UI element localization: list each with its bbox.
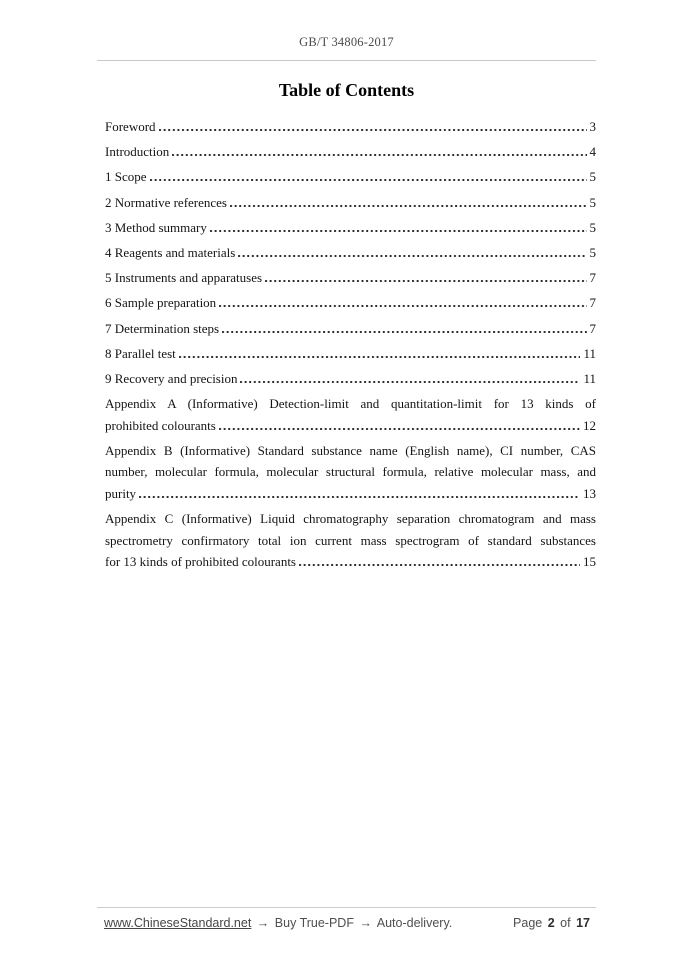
of-label: of [560,916,571,930]
dot-leader [139,496,580,498]
toc-entry-last-line [105,318,596,340]
toc-entry-text: 4 Reagents and materials [105,244,236,260]
toc-entry-text: purity [105,486,137,502]
total-pages-number: 17 [576,916,590,930]
toc-page-number: 5 [589,219,596,235]
footer-website-link[interactable]: www.ChineseStandard.net [104,916,252,930]
footer-delivery-label: Auto-delivery. [376,916,453,930]
toc-entry-text: Foreword [105,119,156,134]
toc-entry[interactable] [105,508,596,573]
toc-entry-last-line [105,166,596,188]
toc-entry[interactable] [105,217,596,239]
toc-entry-text: Appendix B (Informative) Standard substance name (English name), CI number, CAS [105,442,596,458]
toc-entry-text: 6 Sample preparation [105,295,217,311]
toc-entry-last-line [105,192,596,214]
header-divider [97,60,596,61]
toc-page-number: 3 [589,119,596,134]
toc-page-number: 5 [589,244,596,260]
toc-entry-text: Appendix C (Informative) Liquid chromatography separation chromatogram and mass [105,511,596,527]
dot-leader [240,381,580,383]
toc-entry-last-line [105,242,596,264]
toc-entry[interactable] [105,368,596,390]
page-title: Table of Contents [278,80,415,100]
toc-entry[interactable] [105,141,596,163]
toc-entry-text: 8 Parallel test [105,345,176,361]
current-page-number: 2 [547,916,555,930]
toc-entry-text: 9 Recovery and precision [105,370,238,386]
toc-page-number: 13 [583,486,596,502]
footer-left [104,916,454,930]
toc-entry[interactable] [105,166,596,188]
toc-entry[interactable] [105,393,596,436]
toc-entry-text: for 13 kinds of prohibited colourants [105,554,296,570]
toc-entry[interactable] [105,343,596,365]
toc-entry-text: 2 Normative references [105,194,227,210]
toc-entry-last-line [105,551,596,573]
footer-page-indicator [511,916,590,930]
toc-page-number: 11 [583,345,596,361]
document-number-header: GB/T 34806-2017 [299,35,394,49]
page-label: Page [513,916,543,930]
toc-page-number: 4 [589,144,596,160]
dot-leader [150,179,587,181]
dot-leader [159,129,587,131]
toc-entry[interactable] [105,242,596,264]
toc-entry-text: Appendix A (Informative) Detection-limit and quantitation-limit for 13 kinds of [105,396,596,412]
toc-entry-text: prohibited colourants [105,417,216,433]
dot-leader [238,255,586,257]
toc-page-number: 15 [583,554,596,570]
toc-entry-last-line [105,343,596,365]
toc-entry-text: 5 Instruments and apparatuses [105,270,263,286]
toc-page-number: 12 [583,417,596,433]
toc-entry-text: 3 Method summary [105,219,207,235]
toc-entry[interactable] [105,318,596,340]
toc-entry[interactable] [105,292,596,314]
toc-entry[interactable] [105,267,596,289]
toc-entry[interactable] [105,192,596,214]
dot-leader [219,305,586,307]
dot-leader [210,230,587,232]
toc-page-number: 5 [589,194,596,210]
arrow-icon: → [256,916,270,930]
toc-entry-last-line [105,267,596,289]
toc-entry[interactable] [105,440,596,505]
toc-entry-text: 7 Determination steps [105,320,220,336]
toc-entry-text: Introduction [105,144,170,160]
page-footer [104,916,590,930]
dot-leader [179,356,581,358]
toc-entry-last-line [105,217,596,239]
footer-divider [97,907,596,908]
toc-entry-last-line [105,368,596,390]
toc-entry-last-line [105,292,596,314]
footer-buy-label: Buy True-PDF [274,916,354,930]
dot-leader [219,428,580,430]
toc-page-number: 7 [589,320,596,336]
toc-entry-last-line [105,415,596,437]
toc-entry-last-line [105,483,596,505]
dot-leader [172,154,586,156]
dot-leader [230,205,587,207]
dot-leader [299,564,580,566]
toc-list [105,116,596,577]
arrow-icon: → [359,916,372,930]
toc-entry-last-line [105,141,596,163]
toc-entry-text: spectrometry confirmatory total ion current mass spectrogram of standard substances [105,532,596,548]
toc-page-number: 5 [589,169,596,185]
toc-page-number: 7 [589,295,596,311]
toc-entry-text: 1 Scope [105,169,147,185]
toc-page-number: 7 [589,270,596,286]
dot-leader [265,280,586,282]
toc-entry-text: number, molecular formula, molecular structural formula, relative molecular mass, and [105,464,596,480]
toc-page-number: 11 [583,370,596,386]
toc-entry-last-line [105,116,596,138]
dot-leader [222,331,586,333]
toc-entry[interactable] [105,116,596,138]
